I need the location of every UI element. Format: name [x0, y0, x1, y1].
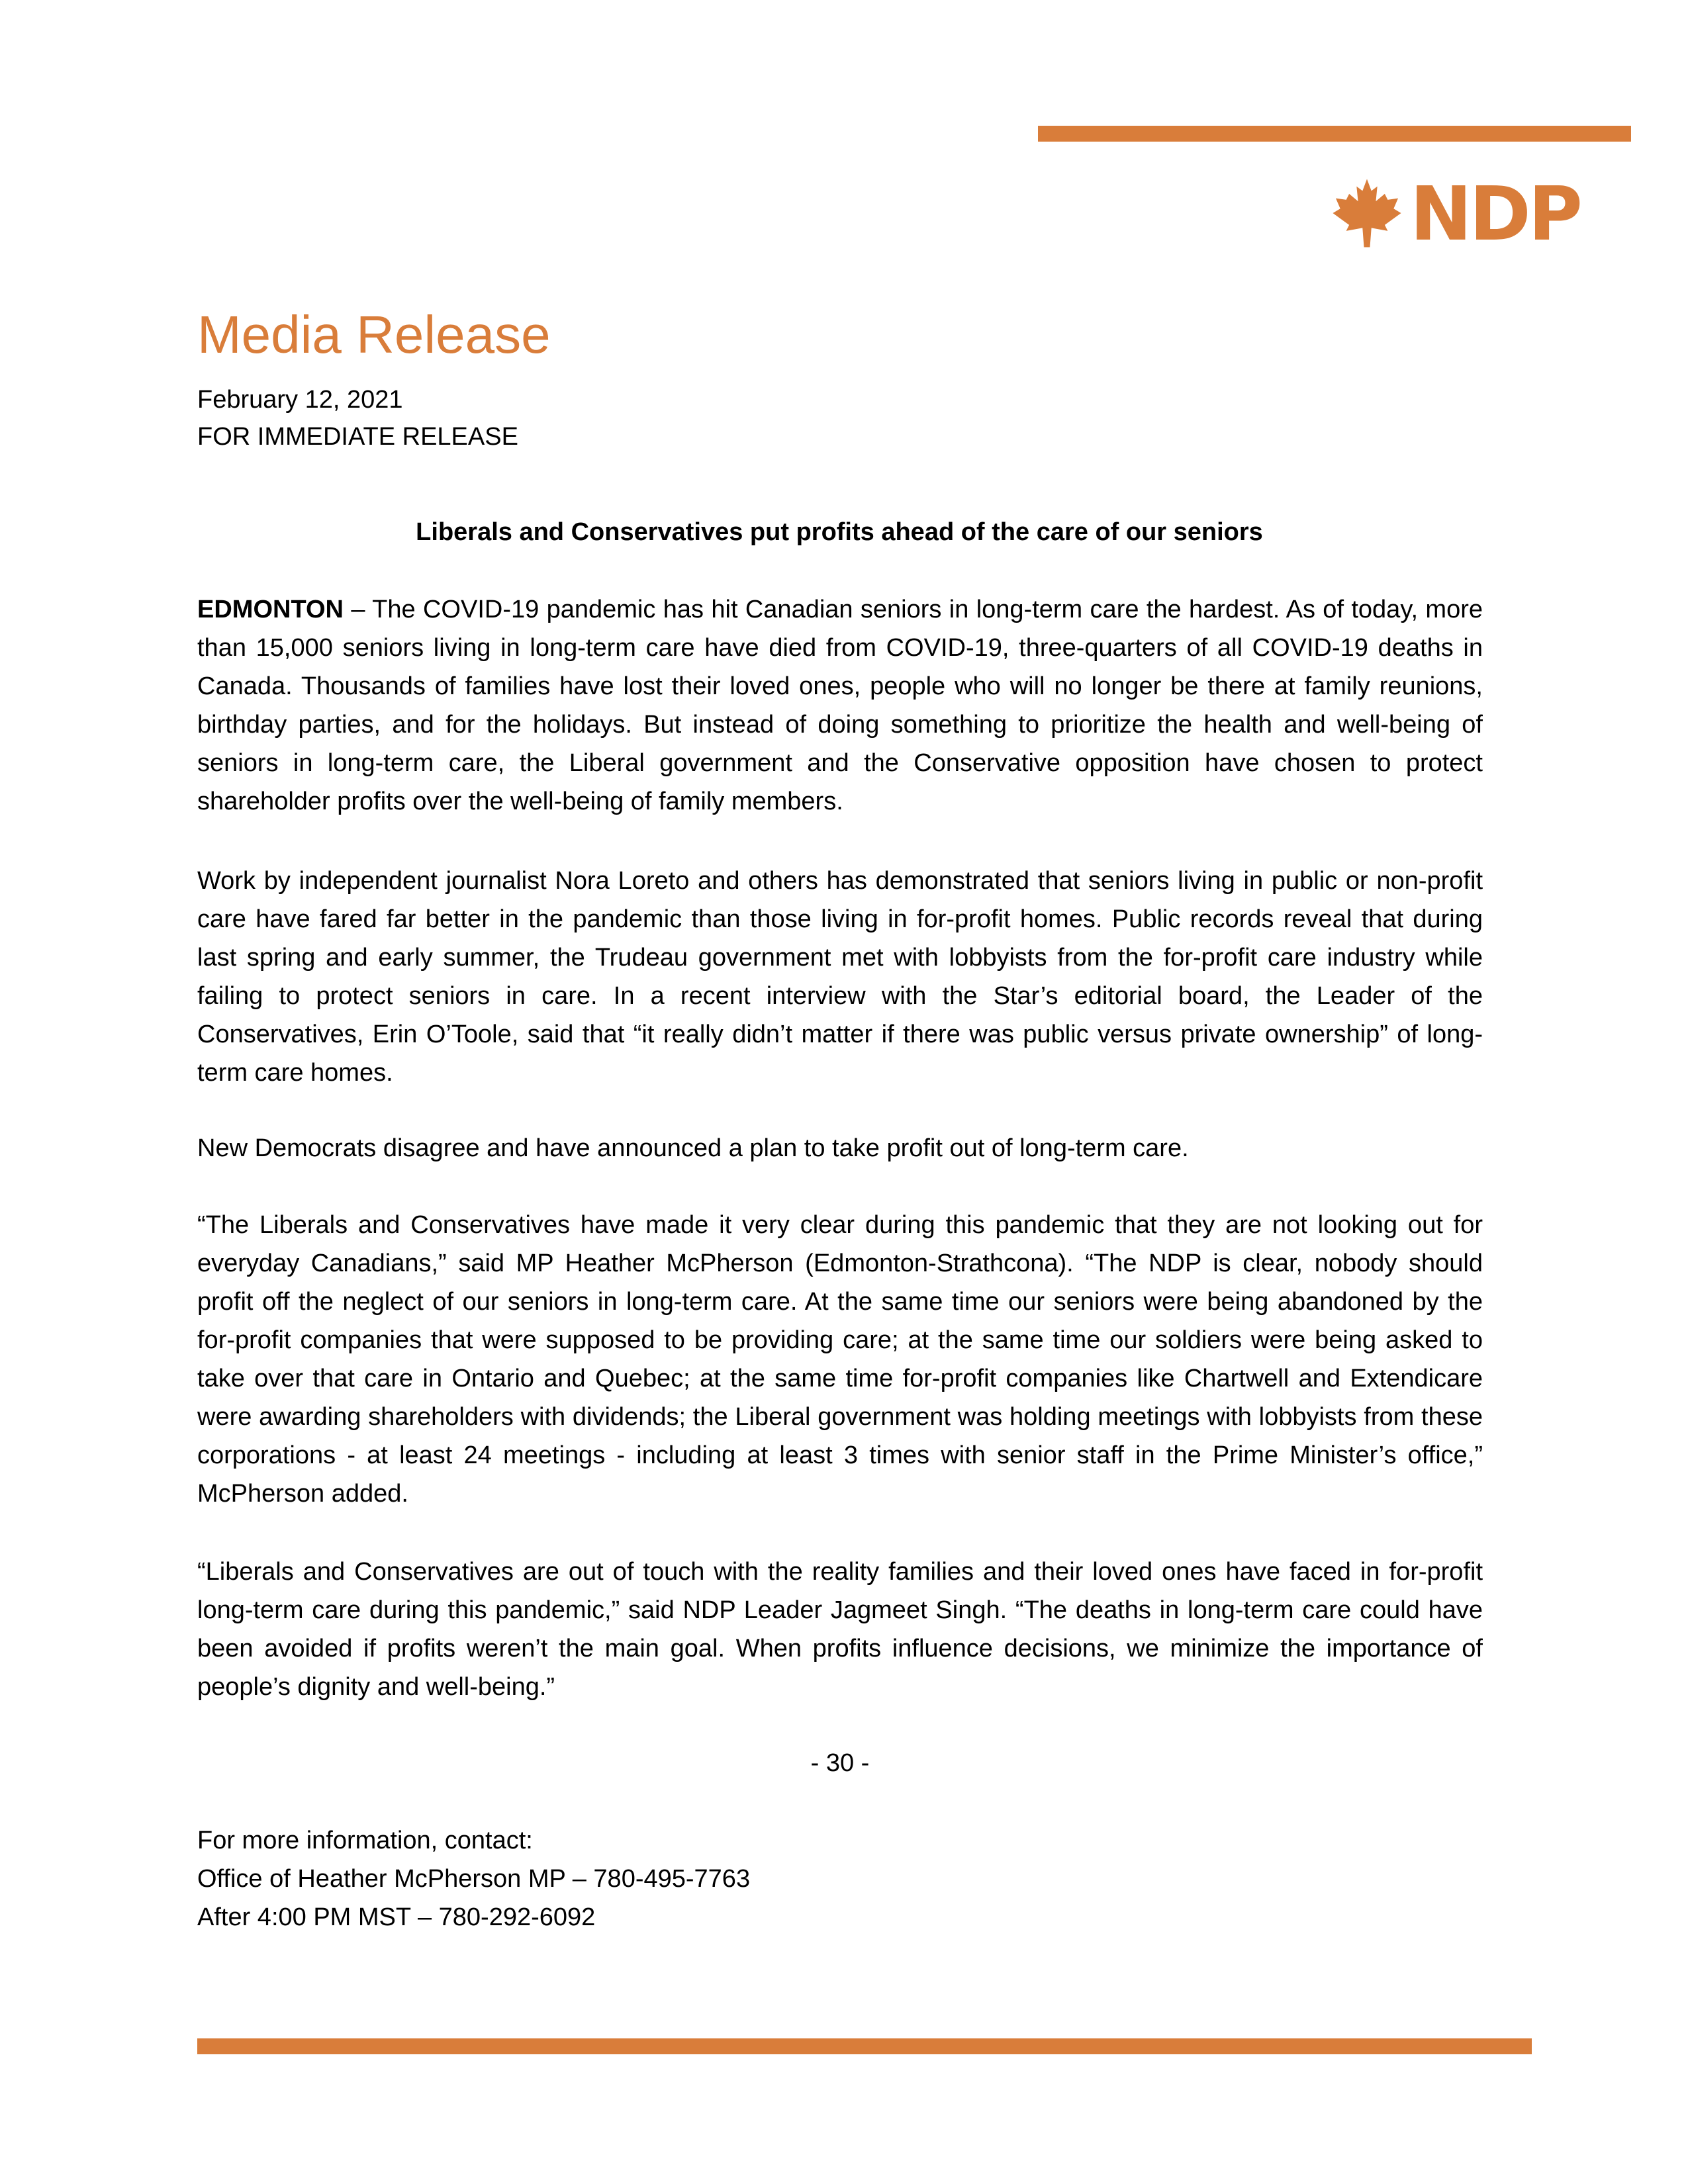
ndp-logo: [1324, 171, 1610, 257]
release-type: FOR IMMEDIATE RELEASE: [197, 423, 518, 451]
page-title: Media Release: [197, 305, 551, 364]
contact-after-hours: After 4:00 PM MST – 780-292-6092: [197, 1903, 596, 1931]
paragraph-1-text: – The COVID-19 pandemic has hit Canadian seniors in long-term care the hardest. As of today, more than 15,000 seniors living in long-term care have died from COVID-19, three-quarters of all COVID-19 deaths in Canada. Thousands of families have lost their loved ones, people who will no longer be there at family reunions, birthday parties, and for the holidays. But instead of doing something to prioritize the health and well-being of seniors in long-term care, the Liberal government and the Conservative opposition have chosen to protect shareholder profits over the well-being of family members.: [197, 596, 1483, 815]
maple-leaf-icon: [1324, 176, 1410, 253]
contact-office: Office of Heather McPherson MP – 780-495-7763: [197, 1865, 751, 1893]
end-mark: - 30 -: [810, 1749, 870, 1777]
release-date: February 12, 2021: [197, 386, 403, 414]
top-rule: [1038, 126, 1631, 142]
logo-wordmark: NDP: [1410, 171, 1580, 257]
paragraph-5: “Liberals and Conservatives are out of touch with the reality families and their loved ones have faced in for-profit long-term care during this pandemic,” said NDP Leader Jagmeet Singh. “The deaths in long-term care could have been avoided if profits weren’t the main goal. When profits influence decisions, we minimize the importance of people’s dignity and well-being.”: [197, 1558, 1483, 1701]
paragraph-4: “The Liberals and Conservatives have made it very clear during this pandemic that they are not looking out for everyday Canadians,” said MP Heather McPherson (Edmonton-Strathcona). “The NDP is clear, nobody should profit off the neglect of our seniors in long-term care. At the same time our seniors were being abandoned by the for-profit companies that were supposed to be providing care; at the same time our soldiers were being asked to take over that care in Ontario and Quebec; at the same time for-profit companies like Chartwell and Extendicare were awarding shareholders with dividends; the Liberal government was holding meetings with lobbyists from these corporations - at least 24 meetings - including at least 3 times with senior staff in the Prime Minister’s office,” McPherson added.: [197, 1211, 1483, 1508]
contact-block: [197, 1821, 750, 1936]
paragraph-3: New Democrats disagree and have announced a plan to take profit out of long-term care.: [197, 1134, 1189, 1162]
bottom-rule: [197, 2038, 1532, 2054]
headline: Liberals and Conservatives put profits ahead of the care of our seniors: [416, 518, 1263, 546]
paragraph-2: Work by independent journalist Nora Loreto and others has demonstrated that seniors living in public or non-profit care have fared far better in the pandemic than those living in for-profit homes. Public records reveal that during last spring and early summer, the Trudeau government met with lobbyists from the for-profit care industry while failing to protect seniors in care. In a recent interview with the Star’s editorial board, the Leader of the Conservatives, Erin O’Toole, said that “it really didn’t matter if there was public versus private ownership” of long-term care homes.: [197, 867, 1483, 1087]
dateline: EDMONTON: [197, 596, 344, 623]
paragraph-1: [197, 590, 1483, 821]
contact-intro: For more information, contact:: [197, 1827, 533, 1854]
